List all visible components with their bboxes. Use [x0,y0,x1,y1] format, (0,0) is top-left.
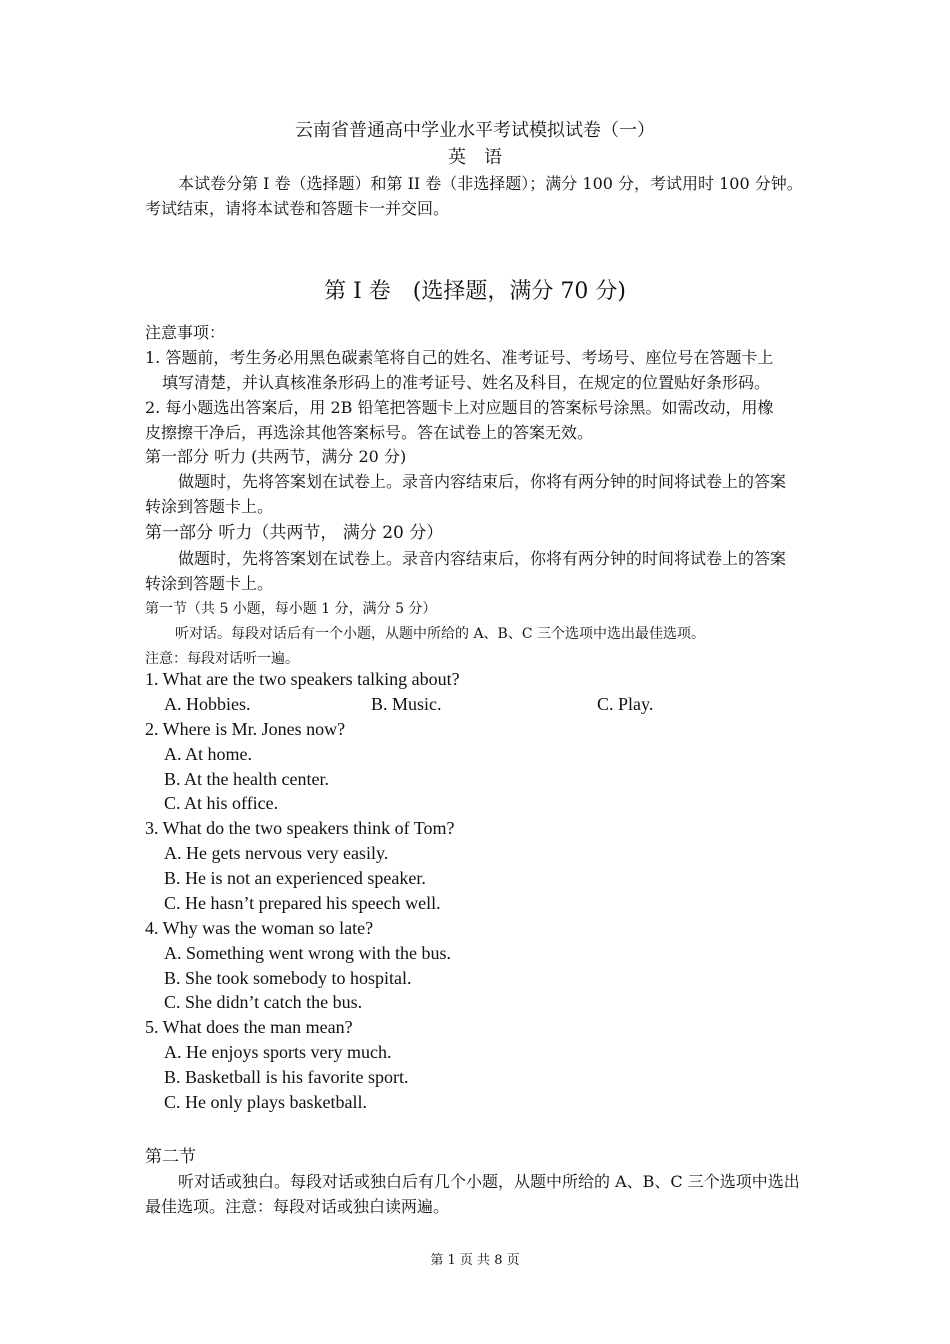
question-4-option-c: C. She didn’t catch the bus. [164,992,363,1012]
question-1-option-c: C. Play. [597,694,654,714]
question-5: 5. What does the man mean? [145,1017,353,1037]
notes-label: 注意事项： [145,323,226,342]
question-3-option-b: B. He is not an experienced speaker. [164,868,426,888]
question-2-option-b: B. At the health center. [164,769,329,789]
question-3-option-c: C. He hasn’t prepared his speech well. [164,893,441,913]
listening-heading-b: 第一部分 听力（共两节， 满分 20 分） [145,523,444,543]
note-1-line-2: 填写清楚，并认真核准条形码上的准考证号、姓名及科目，在规定的位置贴好条形码。 [162,373,771,392]
question-2-option-a: A. At home. [164,744,252,764]
listening-b-line-1: 做题时，先将答案划在试卷上。录音内容结束后，你将有两分钟的时间将试卷上的答案 [178,549,787,568]
question-4: 4. Why was the woman so late? [145,918,374,938]
note-2-line-1: 2. 每小题选出答案后，用 2B 铅笔把答题卡上对应题目的答案标号涂黑。如需改动，用橡 [145,398,774,417]
section-two-heading: 第二节 [145,1147,196,1167]
listening-heading-a: 第一部分 听力 (共两节，满分 20 分) [145,447,407,466]
section-two-line-2: 最佳选项。注意：每段对话或独白读两遍。 [145,1197,450,1216]
exam-title: 云南省普通高中学业水平考试模拟试卷（一） [295,120,655,141]
question-1-option-a: A. Hobbies. [164,694,251,714]
question-3-option-a: A. He gets nervous very easily. [164,843,389,863]
question-1: 1. What are the two speakers talking about? [145,669,460,689]
subject-title: 英 语 [448,147,502,168]
page-footer: 第 1 页 共 8 页 [430,1253,520,1268]
note-1-line-1: 1. 答题前，考生务必用黑色碳素笔将自己的姓名、准考证号、考场号、座位号在答题卡上 [145,348,774,367]
intro-line-1: 本试卷分第 I 卷（选择题）和第 II 卷（非选择题）；满分 100 分，考试用时 100 分钟。 [178,174,803,193]
question-4-option-b: B. She took somebody to hospital. [164,968,412,988]
section-two-line-1: 听对话或独白。每段对话或独白后有几个小题，从题中所给的 A、B、C 三个选项中选出 [178,1172,800,1191]
question-2-option-c: C. At his office. [164,793,279,813]
section-one-heading: 第一节（共 5 小题，每小题 1 分，满分 5 分） [145,601,437,617]
question-4-option-a: A. Something went wrong with the bus. [164,943,451,963]
intro-line-2: 考试结束，请将本试卷和答题卡一并交回。 [145,199,450,218]
listening-b-line-2: 转涂到答题卡上。 [145,574,274,593]
part-one-heading: 第 I 卷 (选择题，满分 70 分) [324,279,626,304]
question-1-option-b: B. Music. [371,694,442,714]
question-2: 2. Where is Mr. Jones now? [145,719,346,739]
question-5-option-c: C. He only plays basketball. [164,1092,367,1112]
question-5-option-a: A. He enjoys sports very much. [164,1042,392,1062]
listening-a-line-1: 做题时，先将答案划在试卷上。录音内容结束后，你将有两分钟的时间将试卷上的答案 [178,472,787,491]
question-5-option-b: B. Basketball is his favorite sport. [164,1067,409,1087]
question-3: 3. What do the two speakers think of Tom? [145,818,455,838]
section-one-note: 注意：每段对话听一遍。 [145,651,299,667]
section-one-instruction: 听对话。每段对话后有一个小题，从题中所给的 A、B、C 三个选项中选出最佳选项。 [175,626,706,642]
note-2-line-2: 皮擦擦干净后，再选涂其他答案标号。答在试卷上的答案无效。 [145,423,594,442]
listening-a-line-2: 转涂到答题卡上。 [145,497,274,516]
